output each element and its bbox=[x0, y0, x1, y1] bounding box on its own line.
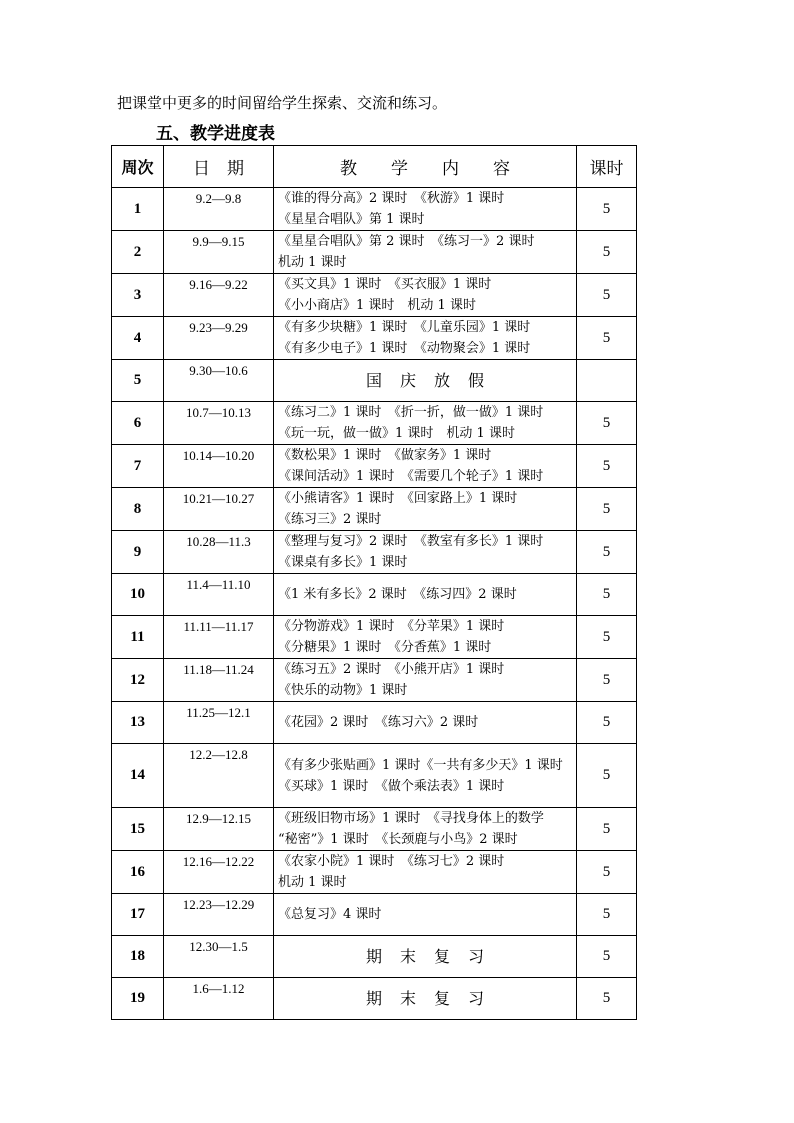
date-cell: 10.7—10.13 bbox=[164, 402, 274, 445]
date-cell: 9.23—9.29 bbox=[164, 317, 274, 360]
content-line: 《总复习》4 课时 bbox=[278, 907, 382, 922]
date-cell: 11.18—11.24 bbox=[164, 659, 274, 702]
hours-cell: 5 bbox=[577, 894, 637, 936]
content-line: 《有多少块糖》1 课时 《儿童乐园》1 课时 bbox=[278, 320, 531, 335]
content-line: 《课桌有多长》1 课时 bbox=[278, 555, 408, 570]
content-line: 《班级旧物市场》1 课时 《寻找身体上的数学 bbox=[278, 811, 544, 826]
content-line: 《谁的得分高》2 课时 《秋游》1 课时 bbox=[278, 191, 505, 206]
content-line: 《课间活动》1 课时 《需要几个轮子》1 课时 bbox=[278, 469, 544, 484]
week-cell: 5 bbox=[112, 360, 164, 402]
content-line: 《小小商店》1 课时 机动 1 课时 bbox=[278, 298, 476, 313]
section-heading: 五、教学进度表 bbox=[156, 124, 275, 144]
hours-cell: 5 bbox=[577, 231, 637, 274]
table-row bbox=[112, 702, 637, 744]
hours-cell bbox=[577, 360, 637, 402]
content-cell bbox=[274, 274, 577, 317]
content-cell bbox=[274, 616, 577, 659]
week-cell: 7 bbox=[112, 445, 164, 488]
table-row bbox=[112, 744, 637, 808]
hours-cell: 5 bbox=[577, 317, 637, 360]
week-cell: 12 bbox=[112, 659, 164, 702]
week-cell: 2 bbox=[112, 231, 164, 274]
table-row bbox=[112, 360, 637, 402]
content-cell bbox=[274, 402, 577, 445]
week-cell: 9 bbox=[112, 531, 164, 574]
hours-cell: 5 bbox=[577, 531, 637, 574]
date-cell: 12.9—12.15 bbox=[164, 808, 274, 851]
intro-paragraph: 把课堂中更多的时间留给学生探索、交流和练习。 bbox=[117, 94, 448, 112]
hours-cell: 5 bbox=[577, 402, 637, 445]
date-cell: 12.30—1.5 bbox=[164, 936, 274, 978]
hours-cell: 5 bbox=[577, 702, 637, 744]
content-cell bbox=[274, 574, 577, 616]
content-line: “秘密”》1 课时 《长颈鹿与小鸟》2 课时 bbox=[278, 832, 518, 847]
date-cell: 1.6—1.12 bbox=[164, 978, 274, 1020]
content-line: 《买球》1 课时 《做个乘法表》1 课时 bbox=[278, 778, 505, 794]
content-line: 机动 1 课时 bbox=[278, 255, 347, 270]
date-cell: 10.28—11.3 bbox=[164, 531, 274, 574]
hours-cell: 5 bbox=[577, 574, 637, 616]
content-cell: 期末复习 bbox=[274, 936, 577, 978]
table-row bbox=[112, 808, 637, 851]
table-row bbox=[112, 445, 637, 488]
content-line: 《练习五》2 课时 《小熊开店》1 课时 bbox=[278, 662, 505, 677]
content-line: 《有多少张贴画》1 课时《一共有多少天》1 课时 bbox=[278, 757, 563, 773]
week-cell: 15 bbox=[112, 808, 164, 851]
table-row bbox=[112, 188, 637, 231]
table-row bbox=[112, 894, 637, 936]
date-cell: 11.4—11.10 bbox=[164, 574, 274, 616]
table-row bbox=[112, 274, 637, 317]
hours-cell: 5 bbox=[577, 978, 637, 1020]
week-cell: 19 bbox=[112, 978, 164, 1020]
header-hours: 课时 bbox=[577, 146, 637, 188]
date-cell: 12.16—12.22 bbox=[164, 851, 274, 894]
content-line: 《分物游戏》1 课时 《分苹果》1 课时 bbox=[278, 619, 505, 634]
hours-cell: 5 bbox=[577, 488, 637, 531]
content-cell: 期末复习 bbox=[274, 978, 577, 1020]
table-row bbox=[112, 488, 637, 531]
date-cell: 9.30—10.6 bbox=[164, 360, 274, 402]
content-cell bbox=[274, 531, 577, 574]
hours-cell: 5 bbox=[577, 808, 637, 851]
table-row bbox=[112, 402, 637, 445]
table-row bbox=[112, 616, 637, 659]
content-line: 《小熊请客》1 课时 《回家路上》1 课时 bbox=[278, 491, 518, 506]
week-cell: 18 bbox=[112, 936, 164, 978]
hours-cell: 5 bbox=[577, 851, 637, 894]
content-cell bbox=[274, 317, 577, 360]
hours-cell: 5 bbox=[577, 188, 637, 231]
date-cell: 10.21—10.27 bbox=[164, 488, 274, 531]
week-cell: 8 bbox=[112, 488, 164, 531]
content-line: 机动 1 课时 bbox=[278, 875, 347, 890]
date-cell: 12.2—12.8 bbox=[164, 744, 274, 808]
content-cell bbox=[274, 851, 577, 894]
content-line: 《整理与复习》2 课时 《教室有多长》1 课时 bbox=[278, 534, 544, 549]
hours-cell: 5 bbox=[577, 445, 637, 488]
content-line: 《星星合唱队》第 1 课时 bbox=[278, 212, 425, 227]
content-line: 《星星合唱队》第 2 课时 《练习一》2 课时 bbox=[278, 234, 535, 249]
content-line: 《玩一玩，做一做》1 课时 机动 1 课时 bbox=[278, 426, 515, 441]
content-line: 《花园》2 课时 《练习六》2 课时 bbox=[278, 715, 479, 730]
table-row bbox=[112, 936, 637, 978]
content-cell bbox=[274, 231, 577, 274]
week-cell: 11 bbox=[112, 616, 164, 659]
content-line: 《农家小院》1 课时 《练习七》2 课时 bbox=[278, 854, 505, 869]
table-row bbox=[112, 231, 637, 274]
table-row bbox=[112, 978, 637, 1020]
week-cell: 16 bbox=[112, 851, 164, 894]
hours-cell: 5 bbox=[577, 274, 637, 317]
hours-cell: 5 bbox=[577, 616, 637, 659]
week-cell: 10 bbox=[112, 574, 164, 616]
header-content: 教 学 内 容 bbox=[274, 146, 577, 188]
date-cell: 12.23—12.29 bbox=[164, 894, 274, 936]
hours-cell: 5 bbox=[577, 659, 637, 702]
header-date: 日 期 bbox=[164, 146, 274, 188]
week-cell: 13 bbox=[112, 702, 164, 744]
week-cell: 14 bbox=[112, 744, 164, 808]
content-cell bbox=[274, 894, 577, 936]
week-cell: 3 bbox=[112, 274, 164, 317]
content-cell bbox=[274, 744, 577, 808]
content-line: 《练习二》1 课时 《折一折，做一做》1 课时 bbox=[278, 405, 544, 420]
table-row bbox=[112, 659, 637, 702]
content-line: 《分糖果》1 课时 《分香蕉》1 课时 bbox=[278, 640, 492, 655]
table-header-row bbox=[112, 146, 637, 188]
content-line: 《有多少电子》1 课时 《动物聚会》1 课时 bbox=[278, 341, 531, 356]
date-cell: 9.16—9.22 bbox=[164, 274, 274, 317]
content-cell bbox=[274, 188, 577, 231]
date-cell: 9.2—9.8 bbox=[164, 188, 274, 231]
content-cell bbox=[274, 488, 577, 531]
date-cell: 11.11—11.17 bbox=[164, 616, 274, 659]
hours-cell: 5 bbox=[577, 744, 637, 808]
date-cell: 9.9—9.15 bbox=[164, 231, 274, 274]
content-cell bbox=[274, 445, 577, 488]
week-cell: 1 bbox=[112, 188, 164, 231]
table-row bbox=[112, 574, 637, 616]
hours-cell: 5 bbox=[577, 936, 637, 978]
date-cell: 10.14—10.20 bbox=[164, 445, 274, 488]
week-cell: 17 bbox=[112, 894, 164, 936]
header-week: 周次 bbox=[112, 146, 164, 188]
date-cell: 11.25—12.1 bbox=[164, 702, 274, 744]
table-row bbox=[112, 317, 637, 360]
week-cell: 6 bbox=[112, 402, 164, 445]
content-line: 《数松果》1 课时 《做家务》1 课时 bbox=[278, 448, 492, 463]
content-line: 《1 米有多长》2 课时 《练习四》2 课时 bbox=[278, 587, 517, 602]
content-line: 《买文具》1 课时 《买衣服》1 课时 bbox=[278, 277, 492, 292]
content-cell bbox=[274, 659, 577, 702]
content-cell bbox=[274, 702, 577, 744]
content-line: 《快乐的动物》1 课时 bbox=[278, 683, 408, 698]
table-row bbox=[112, 851, 637, 894]
week-cell: 4 bbox=[112, 317, 164, 360]
content-line: 《练习三》2 课时 bbox=[278, 512, 382, 527]
schedule-table bbox=[111, 145, 637, 1020]
content-cell bbox=[274, 808, 577, 851]
content-cell: 国庆放假 bbox=[274, 360, 577, 402]
table-row bbox=[112, 531, 637, 574]
